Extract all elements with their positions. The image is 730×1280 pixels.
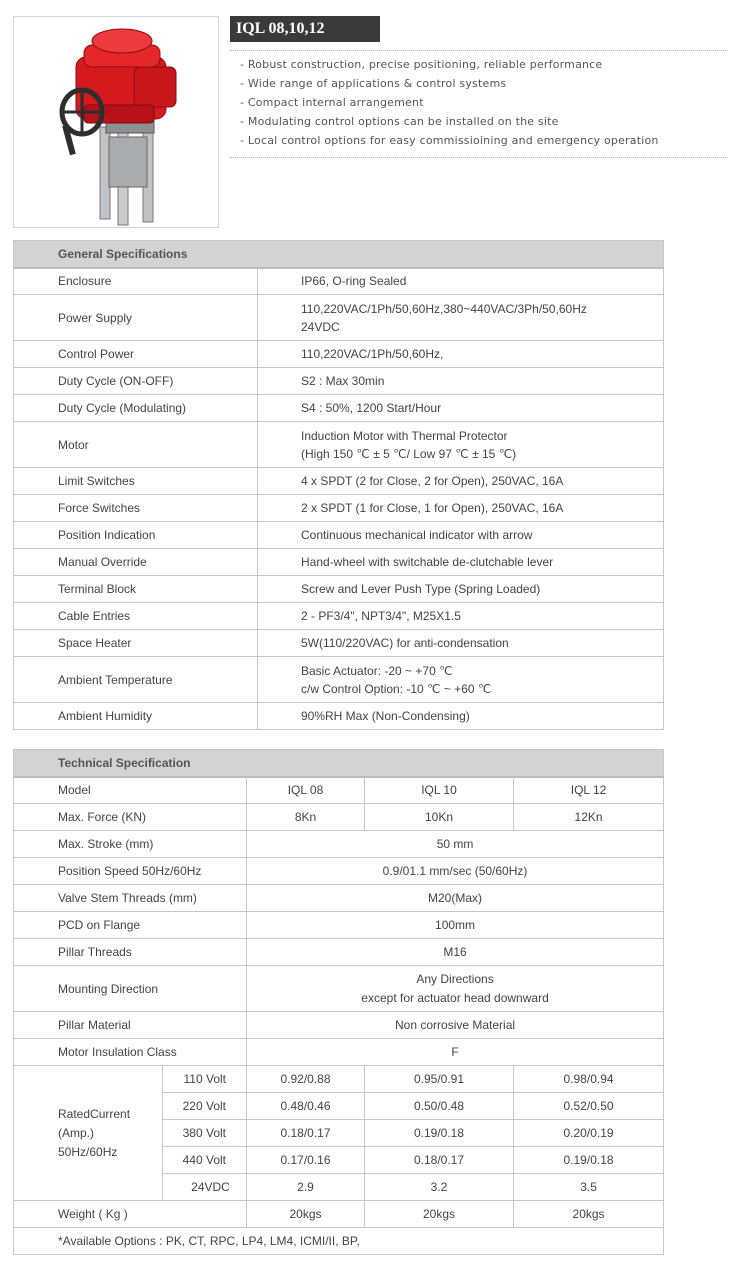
cell-line: 110,220VAC/1Ph/50,60Hz, [301,347,444,361]
cell-line: 110,220VAC/1Ph/50,60Hz,380~440VAC/3Ph/50,60Hz [301,301,587,316]
shared-label: Max. Stroke (mm) [14,831,247,858]
feature-item: - Wide range of applications & control systems [240,74,659,93]
shared-value [247,885,664,912]
spec-value [258,703,664,730]
spec-row [14,549,664,576]
weight-row [14,1201,664,1228]
weight-row-cell: 20kgs [365,1201,514,1228]
spec-label: Duty Cycle (ON-OFF) [14,368,258,395]
shared-label: Pillar Threads [14,939,247,966]
divider-bottom [230,157,728,158]
cell-line: 2 x SPDT (1 for Close, 1 for Open), 250VAC, 16A [301,501,564,515]
feature-item: - Robust construction, precise positioning, reliable performance [240,55,659,74]
force-row-cell: 8Kn [247,804,365,831]
shared-label: Pillar Material [14,1012,247,1039]
model-row-cell: IQL 08 [247,777,365,804]
spec-row [14,395,664,422]
rated-current-value: 0.18/0.17 [247,1120,365,1147]
cell-line: S2 : Max 30min [301,374,385,388]
feature-list [240,55,659,150]
rated-current-value: 0.18/0.17 [365,1147,514,1174]
spec-row [14,630,664,657]
cell-line: c/w Control Option: -10 ℃ ~ +60 ℃ [301,681,492,696]
force-row [14,804,664,831]
spec-value [258,341,664,368]
cell-line: 0.9/01.1 mm/sec (50/60Hz) [382,863,528,878]
spec-value [258,522,664,549]
cell-line: 100mm [435,917,476,932]
shared-row [14,966,664,1012]
cell-line: Any Directions [416,971,494,986]
rated-current-label [14,1066,163,1201]
shared-row [14,939,664,966]
model-row [14,777,664,804]
spec-row [14,268,664,295]
spec-label: Position Indication [14,522,258,549]
shared-value [247,1012,664,1039]
cell-line: Screw and Lever Push Type (Spring Loaded) [301,582,541,596]
spec-value [258,576,664,603]
spec-row [14,368,664,395]
rated-current-value: 0.19/0.18 [514,1147,664,1174]
spec-value [258,422,664,468]
spec-value [258,395,664,422]
shared-value [247,939,664,966]
rated-current-row [14,1066,664,1093]
spec-value [258,495,664,522]
spec-label: Ambient Temperature [14,657,258,703]
shared-row [14,1039,664,1066]
spec-label: Limit Switches [14,468,258,495]
cell-line: (High 150 ℃ ± 5 ℃/ Low 97 ℃ ± 15 ℃) [301,446,517,461]
cell-line: 4 x SPDT (2 for Close, 2 for Open), 250VAC, 16A [301,474,564,488]
divider-top [230,50,728,51]
spec-row [14,341,664,368]
feature-item: - Compact internal arrangement [240,93,659,112]
feature-item: - Modulating control options can be installed on the site [240,112,659,131]
feature-item: - Local control options for easy commissioining and emergency operation [240,131,659,150]
shared-row [14,831,664,858]
cell-line: F [451,1044,459,1059]
weight-row-cell: 20kgs [247,1201,365,1228]
spec-label: Force Switches [14,495,258,522]
shared-value [247,858,664,885]
shared-value [247,1039,664,1066]
shared-value [247,831,664,858]
cell-line: M16 [443,944,467,959]
weight-row-label: Weight ( Kg ) [14,1201,247,1228]
cell-line: 24VDC [301,319,340,334]
technical-specification-table [13,749,664,1255]
technical-specification-heading: Technical Specification [14,750,664,777]
spec-value [258,368,664,395]
cell-line: Non corrosive Material [395,1017,516,1032]
cell-line: IP66, O-ring Sealed [301,274,407,289]
cell-line: S4 : 50%, 1200 Start/Hour [301,401,442,415]
cell-line: 90%RH Max (Non-Condensing) [301,709,470,723]
cell-line: Hand-wheel with switchable de-clutchable lever [301,555,554,569]
cell-line: RatedCurrent [58,1106,131,1121]
spec-row [14,603,664,630]
spec-label: Duty Cycle (Modulating) [14,395,258,422]
spec-value [258,603,664,630]
cell-line: except for actuator head downward [361,990,549,1005]
cell-line: 2 - PF3/4", NPT3/4", M25X1.5 [301,609,461,623]
options-row [14,1228,664,1255]
rated-current-value: 0.50/0.48 [365,1093,514,1120]
spec-label: Ambient Humidity [14,703,258,730]
rated-current-value: 0.98/0.94 [514,1066,664,1093]
rated-current-value: 0.92/0.88 [247,1066,365,1093]
spec-row [14,576,664,603]
force-row-cell: 12Kn [514,804,664,831]
model-row-label: Model [14,777,247,804]
cell-line: (Amp.) [58,1125,94,1140]
voltage-cell: 220 Volt [163,1093,247,1120]
spec-row [14,295,664,341]
spec-value [258,549,664,576]
spec-label: Control Power [14,341,258,368]
spec-row [14,522,664,549]
general-specifications-heading: General Specifications [14,241,664,268]
shared-row [14,885,664,912]
rated-current-value: 3.5 [514,1174,664,1201]
cell-line: 50 mm [436,836,474,851]
spec-value [258,630,664,657]
rated-current-value: 0.17/0.16 [247,1147,365,1174]
spec-label: Motor [14,422,258,468]
cell-line: 5W(110/220VAC) for anti-condensation [301,636,509,650]
spec-row [14,422,664,468]
cell-line: 50Hz/60Hz [58,1144,118,1159]
shared-label: Motor Insulation Class [14,1039,247,1066]
spec-row [14,468,664,495]
spec-label: Manual Override [14,549,258,576]
spec-label: Cable Entries [14,603,258,630]
voltage-cell: 24VDC [163,1174,247,1201]
shared-label: Position Speed 50Hz/60Hz [14,858,247,885]
rated-current-value: 0.95/0.91 [365,1066,514,1093]
cell-line: Basic Actuator: -20 ~ +70 ℃ [301,663,453,678]
spec-value [258,657,664,703]
spec-row [14,495,664,522]
shared-row [14,858,664,885]
spec-value [258,468,664,495]
rated-current-value: 0.52/0.50 [514,1093,664,1120]
spec-label: Power Supply [14,295,258,341]
product-title: IQL 08,10,12 [230,16,380,42]
spec-value [258,295,664,341]
spec-label: Enclosure [14,268,258,295]
available-options-note: *Available Options : PK, CT, RPC, LP4, LM4, ICMI/II, BP, [14,1228,664,1255]
voltage-cell: 110 Volt [163,1066,247,1093]
shared-row [14,912,664,939]
model-row-cell: IQL 10 [365,777,514,804]
spec-label: Terminal Block [14,576,258,603]
shared-value [247,912,664,939]
force-row-cell: 10Kn [365,804,514,831]
voltage-cell: 380 Volt [163,1120,247,1147]
force-row-label: Max. Force (KN) [14,804,247,831]
rated-current-value: 0.20/0.19 [514,1120,664,1147]
product-image [13,16,219,228]
cell-line: M20(Max) [428,890,483,905]
spec-label: Space Heater [14,630,258,657]
weight-row-cell: 20kgs [514,1201,664,1228]
rated-current-value: 3.2 [365,1174,514,1201]
shared-row [14,1012,664,1039]
shared-label: PCD on Flange [14,912,247,939]
actuator-illustration [14,17,220,229]
cell-line: Induction Motor with Thermal Protector [301,428,508,443]
cell-line: Continuous mechanical indicator with arrow [301,528,533,542]
general-specifications-table [13,240,664,730]
shared-label: Mounting Direction [14,966,247,1012]
rated-current-value: 2.9 [247,1174,365,1201]
model-row-cell: IQL 12 [514,777,664,804]
rated-current-value: 0.19/0.18 [365,1120,514,1147]
voltage-cell: 440 Volt [163,1147,247,1174]
spec-row [14,703,664,730]
shared-value [247,966,664,1012]
shared-label: Valve Stem Threads (mm) [14,885,247,912]
spec-value [258,268,664,295]
spec-row [14,657,664,703]
rated-current-value: 0.48/0.46 [247,1093,365,1120]
